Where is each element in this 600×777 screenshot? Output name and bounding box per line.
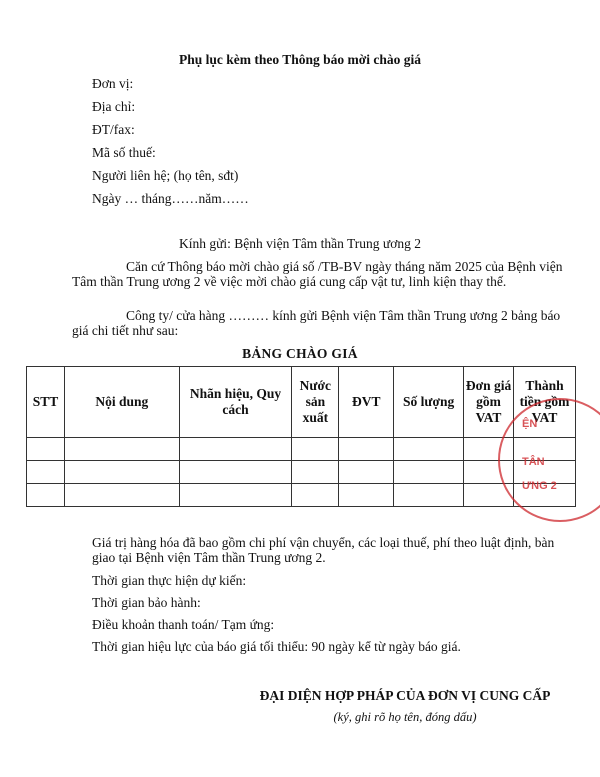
paragraph-can-cu-text: Căn cứ Thông báo mời chào giá số /TB-BV ngày tháng năm 2025 của Bệnh viện Tâm thần Trung ương 2 về việc mời chào giá cung cấp vật tư, linh kiện thay thế.: [72, 259, 563, 289]
field-dt-fax: ĐT/fax:: [92, 122, 135, 137]
stamp-text-2: TÂN: [522, 456, 545, 468]
header-dvt: ĐVT: [339, 367, 394, 438]
field-nguoi-lien-he: Người liên hệ; (họ tên, sđt): [92, 168, 239, 183]
stamp-text-3: ƯNG 2: [522, 480, 557, 492]
line-thoi-gian-bao-hanh: Thời gian bảo hành:: [92, 595, 201, 610]
table-cell[interactable]: [292, 438, 339, 461]
stamp-text-1: ỆN: [522, 418, 538, 430]
header-don-gia: Đơn giá gồm VAT: [464, 367, 514, 438]
table-cell[interactable]: [179, 484, 292, 507]
table-title: BẢNG CHÀO GIÁ: [242, 346, 358, 361]
field-ma-so-thue: Mã số thuế:: [92, 145, 156, 160]
table-row: [27, 438, 576, 461]
note-goods: Giá trị hàng hóa đã bao gồm chi phí vận chuyển, các loại thuế, phí theo luật định, bàn giao tại Bệnh viện Tâm thần Trung ương 2.: [92, 535, 555, 565]
recipient-line: Kính gửi: Bệnh viện Tâm thần Trung ương 2: [178, 236, 422, 251]
table-cell[interactable]: [179, 461, 292, 484]
table-cell[interactable]: [179, 438, 292, 461]
table-cell[interactable]: [394, 438, 464, 461]
table-cell[interactable]: [64, 438, 179, 461]
field-don-vi: Đơn vị:: [92, 76, 134, 91]
header-stt: STT: [27, 367, 65, 438]
field-ngay: Ngày … tháng……năm……: [92, 191, 249, 206]
header-so-luong: Số lượng: [394, 367, 464, 438]
table-cell[interactable]: [394, 484, 464, 507]
header-thanh-tien: Thành tiền gồm VAT: [514, 367, 576, 438]
line-dieu-khoan-thanh-toan: Điều khoản thanh toán/ Tạm ứng:: [92, 617, 275, 632]
table-cell[interactable]: [64, 461, 179, 484]
paragraph-cong-ty: [72, 308, 568, 338]
table-header-row: [27, 367, 576, 438]
quote-table: [26, 366, 576, 507]
table-cell[interactable]: [339, 438, 394, 461]
field-dia-chi: Địa chỉ:: [92, 99, 136, 114]
table-cell[interactable]: [27, 438, 65, 461]
table-cell[interactable]: [27, 484, 65, 507]
header-noi-dung: Nội dung: [64, 367, 179, 438]
table-cell[interactable]: [339, 484, 394, 507]
table-cell[interactable]: [292, 461, 339, 484]
paragraph-can-cu: [72, 259, 568, 289]
line-thoi-gian-thuc-hien: Thời gian thực hiện dự kiến:: [92, 573, 247, 588]
table-row: [27, 461, 576, 484]
table-cell[interactable]: [27, 461, 65, 484]
document-title: Phụ lục kèm theo Thông báo mời chào giá: [178, 52, 421, 67]
table-row: [27, 484, 576, 507]
table-cell[interactable]: [292, 484, 339, 507]
line-thoi-gian-hieu-luc: Thời gian hiệu lực của báo giá tối thiểu: 90 ngày kể từ ngày báo giá.: [92, 639, 461, 654]
header-nhan-hieu: Nhãn hiệu, Quy cách: [179, 367, 292, 438]
signature-note: (ký, ghi rõ họ tên, đóng dấu): [333, 710, 477, 724]
header-nuoc-san-xuat: Nước sản xuất: [292, 367, 339, 438]
table-cell[interactable]: [339, 461, 394, 484]
table-cell[interactable]: [394, 461, 464, 484]
paragraph-cong-ty-text: Công ty/ cửa hàng ……… kính gửi Bệnh viện Tâm thần Trung ương 2 bảng báo giá chi tiết như sau:: [72, 308, 561, 338]
signature-title: ĐẠI DIỆN HỢP PHÁP CỦA ĐƠN VỊ CUNG CẤP: [259, 688, 551, 703]
table-cell[interactable]: [64, 484, 179, 507]
